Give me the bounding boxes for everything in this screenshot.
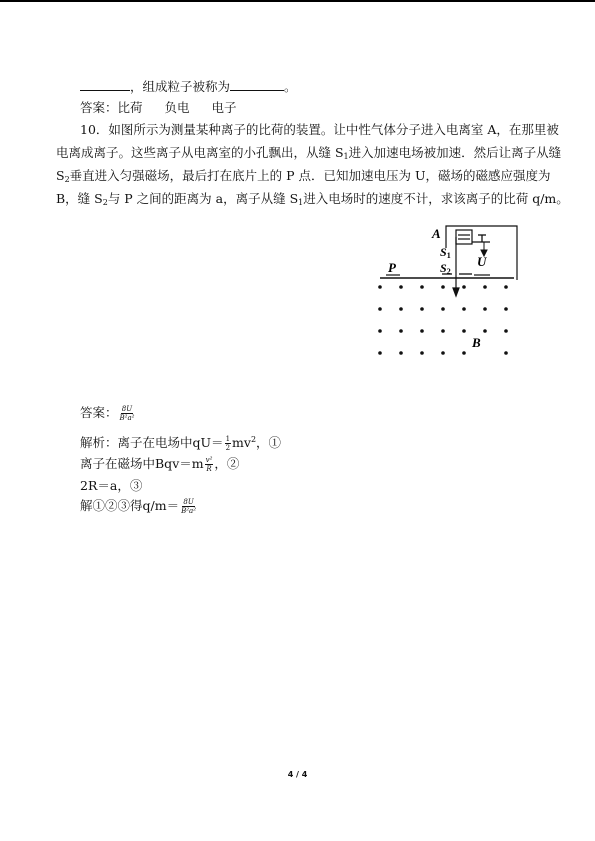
analysis-line-3: 2R＝a，③	[80, 478, 143, 493]
question-10-line-2	[56, 145, 561, 165]
label-s2: S2	[440, 261, 451, 276]
field-dot	[420, 307, 424, 311]
answer-fraction	[119, 405, 136, 422]
label-b: B	[472, 335, 481, 350]
blank-1	[80, 78, 130, 91]
field-dot	[504, 329, 508, 333]
field-dot	[399, 351, 403, 355]
numerator: 1	[225, 435, 231, 443]
field-dot	[378, 307, 382, 311]
analysis-text: ，①	[256, 435, 282, 450]
field-dot	[441, 307, 445, 311]
question-10-line-4	[56, 191, 569, 211]
result-fraction	[180, 498, 197, 515]
q10-text: 进入加速电场被加速．然后让离子从缝	[348, 145, 562, 160]
previous-answer	[80, 100, 237, 116]
answer-item-1: 比荷	[117, 100, 143, 115]
field-dot	[483, 329, 487, 333]
denominator: 2	[225, 444, 231, 452]
analysis-text: 离子在磁场中Bqv＝m	[80, 456, 204, 471]
field-dot	[462, 329, 466, 333]
answer-label: 答案：	[80, 100, 118, 115]
ion-path	[453, 237, 459, 296]
velocity-fraction	[205, 456, 214, 473]
field-dot	[420, 351, 424, 355]
page-number: 4 / 4	[287, 770, 308, 779]
subscript: 1	[343, 152, 349, 161]
question-10-line-1: 10．如图所示为测量某种离子的比荷的装置。让中性气体分子进入电离室 A，在那里被	[80, 122, 559, 137]
field-dot	[483, 307, 487, 311]
subscript: 2	[64, 175, 70, 184]
field-dot	[462, 351, 466, 355]
field-dot	[378, 285, 382, 289]
field-dot	[504, 307, 508, 311]
analysis-text: mv	[232, 435, 251, 450]
label-s1: S1	[440, 245, 451, 260]
answer-item-2: 负电	[164, 100, 190, 115]
q10-text: 电离成离子。这些离子从电离室的小孔飘出，从缝 S	[56, 145, 344, 160]
q10-text: B，缝 S	[56, 191, 103, 206]
label-u: U	[477, 254, 487, 269]
denominator: B²a²	[181, 507, 197, 515]
magnetic-field-dots	[378, 285, 508, 355]
analysis-label: 解析：	[80, 435, 118, 450]
analysis-line-4	[80, 498, 198, 515]
analysis-text: 解①②③得q/m＝	[80, 498, 180, 513]
field-dot	[378, 351, 382, 355]
numerator: 8U	[183, 498, 194, 506]
half-fraction	[225, 435, 231, 452]
field-dot	[462, 285, 466, 289]
field-dot	[441, 329, 445, 333]
fill-in-end: 。	[284, 79, 297, 94]
field-dot	[462, 307, 466, 311]
field-dot	[504, 285, 508, 289]
numerator: 8U	[121, 405, 133, 413]
superscript: 2	[250, 435, 257, 444]
field-dot	[420, 285, 424, 289]
label-a: A	[432, 226, 441, 241]
field-dot	[504, 351, 508, 355]
field-dot	[399, 307, 403, 311]
field-dot	[420, 329, 424, 333]
subscript: 2	[102, 198, 108, 207]
answer-line	[80, 405, 136, 422]
analysis-line-2	[80, 456, 239, 473]
field-dot	[399, 329, 403, 333]
q10-text: 进入电场时的速度不计，求该离子的比荷 q/m。	[303, 191, 569, 206]
answer-item-3: 电子	[211, 100, 237, 115]
analysis-text: ，②	[214, 456, 240, 471]
subscript: 1	[298, 198, 304, 207]
field-dot	[483, 285, 487, 289]
q10-text: 垂直进入匀强磁场，最后打在底片上的 P 点．已知加速电压为 U，磁场的磁感应强度为	[69, 168, 551, 183]
top-rule	[0, 0, 595, 2]
field-dot	[399, 285, 403, 289]
numerator: v²	[205, 456, 213, 464]
answer-label: 答案：	[80, 405, 118, 420]
q10-text: S	[56, 168, 65, 183]
field-dot	[441, 285, 445, 289]
ionization-chamber	[446, 226, 517, 280]
field-dot	[441, 351, 445, 355]
fill-in-line	[80, 78, 297, 95]
denominator: R	[206, 465, 212, 473]
label-p: P	[388, 260, 396, 275]
analysis-text: 离子在电场中qU＝	[117, 435, 224, 450]
q10-text: 与 P 之间的距离为 a，离子从缝 S	[107, 191, 299, 206]
field-dot	[378, 329, 382, 333]
blank-2	[230, 78, 284, 91]
mass-spectrometer-figure	[362, 220, 522, 365]
denominator: B²a²	[119, 414, 135, 422]
fill-in-text: ，组成粒子被称为	[130, 79, 231, 94]
analysis-line-1	[80, 432, 281, 452]
question-10-line-3	[56, 168, 551, 188]
